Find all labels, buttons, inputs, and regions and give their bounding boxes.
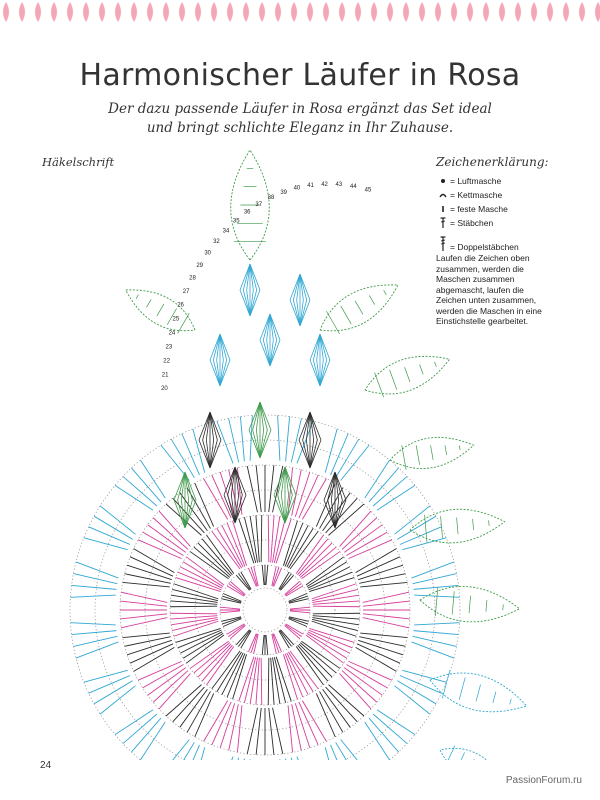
stitch-mark xyxy=(313,360,320,386)
stitch-mark xyxy=(233,654,247,699)
round-number: 42 xyxy=(321,181,328,188)
round-number: 20 xyxy=(161,386,168,392)
stitch-mark xyxy=(89,676,130,694)
stitch-mark xyxy=(239,630,251,646)
stitch-mark xyxy=(445,445,447,455)
border-drop xyxy=(531,2,537,22)
stitch-mark xyxy=(186,557,224,585)
round-number: 40 xyxy=(293,185,301,192)
stitch-mark xyxy=(89,527,130,545)
round-number: 27 xyxy=(182,288,190,295)
stitch-mark xyxy=(170,613,217,614)
stitch-mark xyxy=(235,467,242,495)
stitch-mark xyxy=(325,747,337,760)
border-drop xyxy=(99,2,105,22)
stitch-mark xyxy=(250,264,257,290)
stitch-mark xyxy=(325,429,337,473)
stitch-mark xyxy=(340,674,371,709)
stitch-mark xyxy=(269,708,274,755)
crochet-chart xyxy=(20,140,580,760)
stitch-mark xyxy=(243,264,250,290)
stitch-mark xyxy=(363,592,409,602)
stitch-mark xyxy=(194,547,230,577)
stitch-mark xyxy=(288,705,293,752)
stitch-mark xyxy=(217,757,233,760)
stitch-mark xyxy=(306,635,344,663)
stitch-mark xyxy=(459,445,460,450)
stitch-mark xyxy=(266,635,268,655)
legend-label: = Stäbchen xyxy=(450,218,494,228)
stitch-mark xyxy=(239,574,251,590)
stitch-mark xyxy=(229,625,245,637)
legend-label: = feste Masche xyxy=(450,204,508,214)
round-number: 43 xyxy=(335,182,343,189)
stitch-mark xyxy=(348,661,391,680)
stitch-mark xyxy=(178,472,185,500)
stitch-mark xyxy=(268,515,269,562)
stitch-mark xyxy=(299,543,332,576)
border-drop xyxy=(355,2,361,22)
stitch-mark xyxy=(269,465,274,512)
stitch-mark xyxy=(300,547,336,577)
border-drop xyxy=(35,2,41,22)
stitch-mark xyxy=(260,430,267,458)
stitch-mark xyxy=(452,591,454,614)
stitch-mark xyxy=(341,306,352,324)
page-title: Harmonischer Läufer in Rosa xyxy=(79,58,521,93)
round-number: 32 xyxy=(213,239,220,246)
stitch-mark xyxy=(121,618,167,628)
border-drop xyxy=(131,2,137,22)
border-drop xyxy=(563,2,569,22)
stitch-mark xyxy=(185,472,192,500)
stitch-mark xyxy=(250,759,252,760)
stitch-mark xyxy=(348,540,391,559)
stitch-mark xyxy=(202,645,232,681)
border-drop xyxy=(499,2,505,22)
stitch-mark xyxy=(195,693,214,736)
stitch-mark xyxy=(300,643,336,673)
border-drop xyxy=(403,2,409,22)
stitch-mark xyxy=(166,685,201,716)
stitch-mark xyxy=(123,633,170,638)
stitch-mark xyxy=(203,412,210,440)
stitch-mark xyxy=(310,440,317,468)
border-drop xyxy=(451,2,457,22)
border-drop xyxy=(467,2,473,22)
stitch-mark xyxy=(220,607,240,609)
stitch-mark xyxy=(446,746,455,760)
stitch-mark xyxy=(120,614,167,619)
border-drop xyxy=(51,2,57,22)
round-number: 38 xyxy=(267,195,275,202)
stitch-mark xyxy=(261,658,262,705)
top-pattern-border xyxy=(0,0,600,30)
stitch-mark xyxy=(256,465,261,512)
stitch-mark xyxy=(161,740,189,760)
round-number: 30 xyxy=(204,250,212,257)
chart-round-numbers xyxy=(161,182,372,392)
stitch-mark xyxy=(342,518,377,550)
legend-note-line: Zeichen unten zusammen, xyxy=(436,295,537,305)
stitch-mark xyxy=(503,604,504,610)
stitch-mark xyxy=(300,300,307,326)
chain-ring xyxy=(243,588,287,632)
round-number: 26 xyxy=(177,302,184,309)
page-number: 24 xyxy=(40,760,52,771)
stitch-mark xyxy=(210,440,217,468)
stitch-mark xyxy=(278,495,285,523)
stitch-mark xyxy=(457,518,458,535)
border-drop xyxy=(115,2,121,22)
stitch-mark xyxy=(253,402,260,430)
stitch-mark xyxy=(138,540,181,559)
page-subtitle xyxy=(60,100,540,138)
legend-note-line: Laufen die Zeichen oben xyxy=(436,253,530,263)
stitch-mark xyxy=(228,495,235,523)
watermark: PassionForum.ru xyxy=(505,775,582,786)
legend-note-line: Maschen zusammen xyxy=(436,274,515,284)
stitch-mark xyxy=(121,592,167,602)
border-drop xyxy=(163,2,169,22)
stitch-mark xyxy=(486,600,487,612)
stitch-mark xyxy=(278,415,280,460)
stitch-mark xyxy=(458,752,465,760)
stitch-mark xyxy=(253,430,260,458)
stitch-mark xyxy=(306,557,344,585)
stitch-mark xyxy=(435,362,437,367)
round-number: 22 xyxy=(163,358,170,365)
stitch-mark xyxy=(414,585,459,589)
stitch-mark xyxy=(299,644,332,677)
stitch-mark xyxy=(157,304,164,316)
stitch-mark xyxy=(300,274,307,300)
stitch-mark xyxy=(159,674,190,709)
chart-label: Häkelschrift xyxy=(42,155,115,169)
stitch-mark xyxy=(442,670,450,698)
stitch-mark xyxy=(213,334,220,360)
stitch-mark xyxy=(120,601,167,606)
stitch-mark xyxy=(320,334,327,360)
stitch-mark xyxy=(473,519,474,530)
stitch-mark xyxy=(363,614,410,619)
legend-note-line: werden die Maschen in eine xyxy=(436,305,542,316)
border-drop xyxy=(19,2,25,22)
stitch-mark xyxy=(326,687,358,722)
border-drop xyxy=(67,2,73,22)
stitch-mark xyxy=(291,758,301,760)
legend-title: Zeichenerklärung: xyxy=(436,155,549,169)
stitch-mark xyxy=(262,565,264,585)
stitch-mark xyxy=(290,531,318,569)
border-drop xyxy=(579,2,585,22)
stitch-mark xyxy=(146,299,151,307)
stitch-mark xyxy=(268,658,269,705)
stitch-mark xyxy=(266,565,268,585)
border-drop xyxy=(387,2,393,22)
stitch-mark xyxy=(263,340,270,366)
stitch-mark xyxy=(70,595,115,597)
stitch-mark xyxy=(210,412,217,440)
stitch-mark xyxy=(290,651,318,689)
stitch-mark xyxy=(285,584,301,596)
border-drop xyxy=(323,2,329,22)
stitch-mark xyxy=(270,314,277,340)
stitch-mark xyxy=(285,625,301,637)
stitch-mark xyxy=(195,483,214,526)
stitch-mark xyxy=(213,360,220,386)
stitch-mark xyxy=(313,334,320,360)
stitch-mark xyxy=(342,671,377,703)
stitch-mark xyxy=(159,511,190,546)
stitch-mark xyxy=(341,740,369,760)
stitch-mark xyxy=(212,531,240,569)
stitch-mark xyxy=(198,543,231,576)
border-drop xyxy=(195,2,201,22)
stitch-mark xyxy=(293,300,300,326)
legend-note-line: Einstichstelle gearbeitet. xyxy=(436,316,529,326)
stitch-mark xyxy=(229,704,239,750)
stitch-mark xyxy=(123,582,170,587)
round-number: 28 xyxy=(189,275,196,282)
stitch-mark xyxy=(292,704,302,750)
stitch-mark xyxy=(400,676,441,694)
round-number: 23 xyxy=(165,344,173,351)
stitch-mark xyxy=(212,651,240,689)
border-drop xyxy=(419,2,425,22)
stitch-mark xyxy=(237,705,242,752)
stitch-mark xyxy=(297,757,313,760)
stitch-mark xyxy=(203,440,210,468)
subtitle-line-1: Der dazu passende Läufer in Rosa ergänzt das Set ideal xyxy=(108,101,492,117)
stitch-mark xyxy=(303,412,310,440)
stitch-mark xyxy=(405,367,410,382)
stitch-mark xyxy=(262,635,264,655)
chart-edge-petals xyxy=(126,150,527,760)
legend-label: = Doppelstäbchen xyxy=(450,242,519,252)
border-drop xyxy=(339,2,345,22)
stitch-mark xyxy=(202,539,232,575)
stitch-mark xyxy=(198,644,231,677)
stitch-mark xyxy=(220,334,227,360)
stitch-mark xyxy=(510,699,512,705)
stitch-mark xyxy=(247,708,257,754)
border-drop xyxy=(307,2,313,22)
round-number: 36 xyxy=(243,209,251,216)
stitch-mark xyxy=(286,759,290,760)
petal-outline xyxy=(440,748,503,760)
stitch-mark xyxy=(459,677,465,700)
stitch-mark xyxy=(182,434,200,475)
stitch-mark xyxy=(331,745,349,760)
border-drop xyxy=(595,2,600,22)
stitch-mark xyxy=(316,693,335,736)
stitch-mark xyxy=(220,611,240,613)
stitch-mark xyxy=(329,685,364,716)
stitch-mark xyxy=(270,340,277,366)
stitch-mark xyxy=(250,290,257,316)
stitch-mark xyxy=(340,511,371,546)
legend-label: = Kettmasche xyxy=(450,190,503,200)
round-number: 35 xyxy=(232,218,240,225)
border-drop xyxy=(515,2,521,22)
round-number: 29 xyxy=(196,262,204,269)
stitch-mark xyxy=(229,758,239,760)
stitch-mark xyxy=(313,606,360,607)
stitch-mark xyxy=(256,708,261,755)
stitch-mark xyxy=(414,623,459,625)
stitch-mark xyxy=(260,402,267,430)
stitch-mark xyxy=(240,759,244,760)
stitch-mark xyxy=(303,440,310,468)
legend-note-line: abgemascht, laufen die xyxy=(436,284,524,295)
stitch-mark xyxy=(229,584,245,596)
round-number: 39 xyxy=(280,189,288,196)
border-drop xyxy=(3,2,9,22)
stitch-mark xyxy=(469,596,471,613)
stitch-mark xyxy=(309,578,354,592)
stitch-mark xyxy=(363,618,409,628)
border-drop xyxy=(243,2,249,22)
subtitle-line-2: und bringt schlichte Eleganz in Ihr Zuhause. xyxy=(146,120,454,136)
border-drop xyxy=(275,2,281,22)
stitch-mark xyxy=(72,631,117,635)
stitch-mark xyxy=(420,365,424,375)
stitch-mark xyxy=(125,574,171,584)
border-drop xyxy=(179,2,185,22)
stitch-mark xyxy=(293,274,300,300)
round-number: 37 xyxy=(255,201,263,208)
border-drop xyxy=(227,2,233,22)
stitch-mark xyxy=(369,295,374,304)
stitch-mark xyxy=(360,633,407,638)
round-number: 45 xyxy=(364,187,372,194)
stitch-mark xyxy=(469,759,474,760)
stitch-mark xyxy=(355,301,363,315)
stitch-mark xyxy=(138,661,181,680)
round-number: 24 xyxy=(168,330,176,337)
stitch-mark xyxy=(278,759,280,760)
stitch-mark xyxy=(298,539,328,575)
stitch-mark xyxy=(416,445,419,465)
border-drop xyxy=(211,2,217,22)
stitch-mark xyxy=(194,643,230,673)
stitch-mark xyxy=(233,521,247,566)
stitch-mark xyxy=(298,645,328,681)
chart-stitches xyxy=(70,264,459,760)
round-number: 21 xyxy=(161,372,169,379)
chain-ring xyxy=(145,490,385,730)
stitch-mark xyxy=(193,747,205,760)
stitch-mark xyxy=(170,606,217,607)
border-drop xyxy=(291,2,297,22)
border-drop xyxy=(483,2,489,22)
stitch-mark xyxy=(390,370,397,390)
stitch-mark xyxy=(70,623,115,625)
border-drop xyxy=(371,2,377,22)
stitch-mark xyxy=(290,611,310,613)
stitch-mark xyxy=(320,360,327,386)
stitch-mark xyxy=(240,417,244,462)
border-drop xyxy=(435,2,441,22)
round-number: 41 xyxy=(307,183,314,190)
stitch-mark xyxy=(313,613,360,614)
stitch-mark xyxy=(402,538,446,550)
stitch-mark xyxy=(414,631,459,635)
stitch-mark xyxy=(359,637,405,647)
stitch-mark xyxy=(84,670,128,682)
stitch-mark xyxy=(176,628,221,642)
stitch-mark xyxy=(431,445,434,460)
stitch-mark xyxy=(292,470,302,516)
border-drop xyxy=(83,2,89,22)
stitch-mark xyxy=(359,574,405,584)
stitch-mark xyxy=(384,290,387,295)
stitch-mark xyxy=(182,745,200,760)
stitch-mark xyxy=(280,574,292,590)
stitch-mark xyxy=(273,708,283,754)
stitch-mark xyxy=(360,582,407,587)
stitch-mark xyxy=(363,601,410,606)
stitch-mark xyxy=(261,515,262,562)
stitch-mark xyxy=(476,684,481,701)
stitch-mark xyxy=(72,585,117,589)
stitch-mark xyxy=(290,607,310,609)
legend-note-line: zusammen, werden die xyxy=(436,263,524,274)
stitch-mark xyxy=(220,360,227,386)
stitch-mark xyxy=(186,635,224,663)
stitch-mark xyxy=(243,290,250,316)
stitch-mark xyxy=(280,630,292,646)
stitch-mark xyxy=(136,295,138,299)
stitch-mark xyxy=(84,538,128,550)
stitch-mark xyxy=(247,466,257,512)
border-drop xyxy=(547,2,553,22)
round-number: 25 xyxy=(172,316,180,323)
stitch-mark xyxy=(176,578,221,592)
stitch-mark xyxy=(125,637,171,647)
border-drop xyxy=(259,2,265,22)
stitch-mark xyxy=(493,692,496,703)
stitch-mark xyxy=(263,314,270,340)
border-drop xyxy=(147,2,153,22)
round-number: 34 xyxy=(222,228,230,235)
round-number: 44 xyxy=(350,184,357,191)
legend-label: = Luftmasche xyxy=(450,176,502,186)
stitch-mark xyxy=(286,417,290,462)
